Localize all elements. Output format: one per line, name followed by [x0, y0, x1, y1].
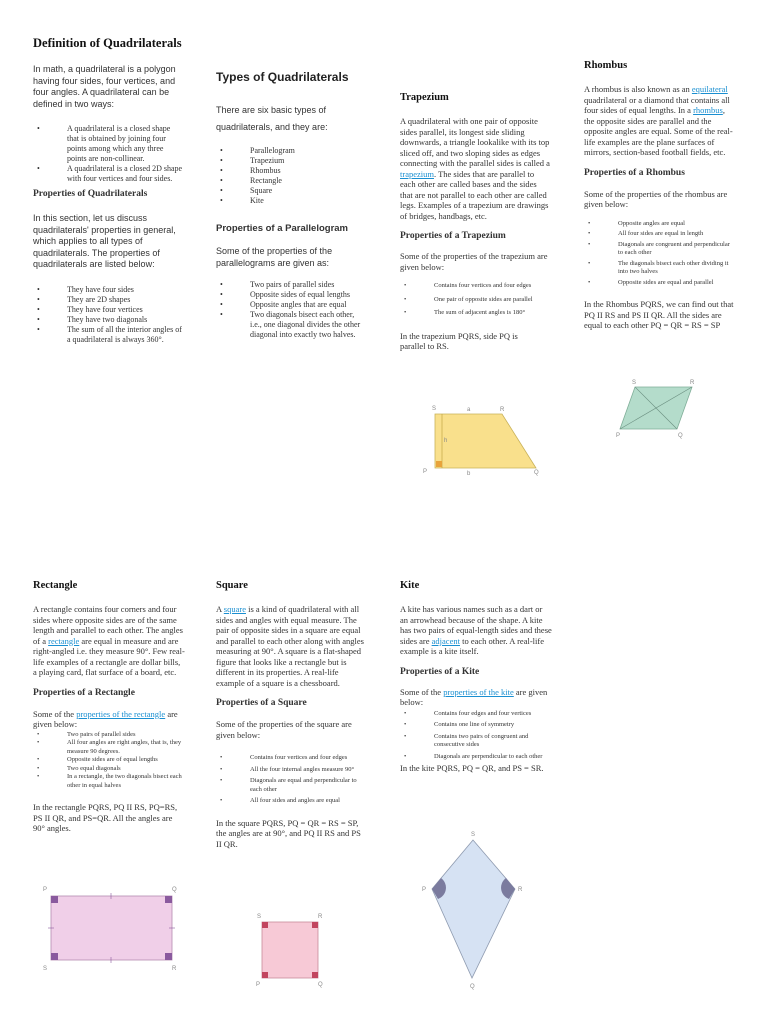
quadrilateral-properties-intro: In this section, let us discuss quadrilaterals' properties in general, which applies to all types of quadrilaterals. The properties of quadrilaterals are listed below: [33, 213, 176, 269]
trapezium-properties-title: Properties of a Trapezium [400, 231, 506, 241]
rectangle-label-q: Q [172, 887, 177, 893]
list-item: • Contains two pairs of congruent and consecutive sides [400, 733, 552, 750]
trapezium-label-p: P [423, 469, 428, 475]
square-link[interactable]: square [223, 604, 246, 614]
list-item: • The sum of adjacent angles is 180° [400, 309, 550, 318]
rectangle-diagram [40, 883, 185, 973]
rectangle-properties-link[interactable]: properties of the rectangle [76, 708, 166, 719]
kite-properties-intro-text: are given below: [400, 686, 548, 707]
parallelogram-properties-intro: Some of the properties of the parallelograms are given as: [216, 246, 333, 268]
rectangle-title: Rectangle [33, 580, 78, 591]
list-item: • Opposite angles are equal [584, 220, 736, 229]
square-shape [262, 922, 318, 978]
trapezium-link[interactable]: trapezium [400, 168, 434, 179]
list-item: • Two pairs of parallel sides [216, 280, 366, 290]
quadrilateral-properties-list [33, 285, 183, 345]
list-item: • In a rectangle, the two diagonals bisect each other in equal halves [33, 773, 185, 790]
parallelogram-properties-list [216, 280, 366, 340]
square-description [216, 604, 368, 688]
kite-description [400, 604, 552, 657]
trapezium-description-text: A quadrilateral with one pair of opposite sides parallel, its longest side sliding downwards, a triangle lookalike with its top sliced off, and two sloping sides as edges connecting with the parallel sides is called a [400, 116, 550, 168]
list-item: • Opposite sides of equal lengths [216, 290, 366, 300]
rectangle-description-text: are equal in measure and are right-angled i.e. they measure 90°. Few real-life examples of a rectangle are dollar bills, a playing card, flat surface of a board, etc. [33, 635, 185, 677]
rhombus-properties-intro: Some of the properties of the rhombus are given below: [584, 188, 728, 209]
list-item: • They are 2D shapes [33, 295, 183, 305]
square-label-q: Q [318, 982, 323, 988]
trapezium-example: In the trapezium PQRS, side PQ is parallel to RS. [400, 330, 518, 351]
list-item: • They have four sides [33, 285, 183, 295]
trapezium-shape [435, 414, 536, 468]
rhombus-description-text: , the opposite sides are parallel and the opposite angles are equal. Some of the real-life examples are the plane surfaces of mirrors, section-based football fields, etc. [584, 105, 733, 157]
kite-label-q: Q [470, 984, 475, 990]
parallelogram-properties-title: Properties of a Parallelogram [216, 223, 348, 234]
rhombus-label-p: P [616, 433, 621, 439]
definition-way-1: • A quadrilateral is a closed shape that is obtained by joining four points among which any three points are non-collinear. [33, 124, 183, 164]
trapezium-label-r: R [500, 407, 505, 413]
rhombus-properties-title: Properties of a Rhombus [584, 167, 685, 178]
list-item: • They have four vertices [33, 305, 183, 315]
rhombus-description-text: A rhombus is also known as an [584, 84, 692, 94]
square-corner-q [312, 972, 318, 978]
rectangle-description-text: A rectangle contains four corners and four sides where opposite sides are of the same length and parallel to each other. The angles of a [33, 604, 183, 646]
rectangle-shape [51, 896, 172, 960]
rectangle-properties-title: Properties of a Rectangle [33, 687, 135, 698]
quadrilateral-properties-title: Properties of Quadrilaterals [33, 189, 148, 199]
kite-label-p: P [422, 887, 427, 893]
trapezium-diagram [420, 402, 545, 477]
kite-diagram [420, 828, 525, 993]
list-item: • Rectangle [216, 176, 366, 186]
kite-title: Kite [400, 580, 420, 591]
kite-label-s: S [471, 832, 476, 838]
list-item: • Opposite sides are of equal lengths [33, 756, 185, 765]
list-item: • The diagonals bisect each other dividing it into two halves [584, 260, 736, 277]
square-corner-s [262, 922, 268, 928]
trapezium-label-b: b [467, 471, 471, 477]
rectangle-properties-intro-text: are given below: [33, 708, 178, 729]
trapezium-title: Trapezium [400, 92, 449, 103]
rectangle-label-s: S [43, 966, 48, 972]
rectangle-properties-list [33, 731, 185, 791]
rectangle-corner-s [51, 953, 58, 960]
list-item: • Trapezium [216, 156, 366, 166]
rectangle-example: In the rectangle PQRS, PQ II RS, PQ=RS, PS II QR, and PS=QR. All the angles are 90° angles. [33, 802, 178, 833]
kite-properties-intro-text: Some of the [400, 686, 444, 697]
square-title: Square [216, 580, 248, 591]
trapezium-label-q: Q [534, 470, 539, 476]
square-properties-list [216, 754, 368, 806]
kite-description-text: to each other. A real-life example is a kite itself. [400, 635, 544, 656]
list-item: • Contains four vertices and four edges [400, 282, 550, 291]
types-section [216, 70, 366, 340]
trapezium-section [400, 92, 550, 352]
list-item: • Diagonals are equal and perpendicular to each other [216, 777, 368, 794]
rhombus-diagram [615, 378, 695, 440]
rhombus-label-r: R [690, 380, 695, 386]
types-intro: There are six basic types of quadrilaterals, and they are: [216, 105, 328, 132]
kite-label-r: R [518, 887, 523, 893]
list-item: • Two pairs of parallel sides [33, 731, 185, 740]
square-label-s: S [257, 914, 262, 920]
rhombus-properties-list [584, 220, 736, 288]
list-item: • The sum of all the interior angles of a quadrilateral is always 360°. [33, 325, 183, 345]
kite-example: In the kite PQRS, PQ = QR, and PS = SR. [400, 763, 544, 773]
definition-title: Definition of Quadrilaterals [33, 36, 182, 50]
rectangle-label-r: R [172, 966, 177, 972]
trapezium-label-h: h [444, 438, 448, 444]
rectangle-corner-p [51, 896, 58, 903]
rectangle-description [33, 604, 185, 678]
types-list [216, 146, 366, 206]
kite-properties-list [400, 710, 552, 762]
list-item: • Contains one line of symmetry [400, 721, 552, 730]
rectangle-properties-intro-text: Some of the [33, 708, 77, 719]
list-item: • One pair of opposite sides are parallel [400, 296, 550, 305]
square-example: In the square PQRS, PQ = QR = RS = SP, the angles are at 90°, and PQ II RS and PS II QR. [216, 817, 361, 849]
trapezium-right-angle [436, 461, 442, 467]
rhombus-example: In the Rhombus PQRS, we can find out that PQ II RS and PS II QR. All the sides are equal to each other PQ = QR = RS = SP [584, 299, 734, 330]
square-diagram [253, 910, 328, 988]
kite-description-text: A kite has various names such as a dart or an arrowhead because of the shape. A kite has two pairs of equal-length sides and these sides are [400, 604, 552, 646]
rhombus-section [584, 60, 736, 331]
definition-ways-list [33, 124, 183, 184]
rectangle-label-p: P [43, 887, 48, 893]
rhombus-description-text: quadrilateral or a diamond that contains all four sides of equal lengths. In a [584, 94, 730, 115]
rhombus-title: Rhombus [584, 60, 628, 71]
kite-section [400, 580, 552, 774]
kite-properties-link[interactable]: properties of the kite [443, 686, 514, 697]
trapezium-description-text: . The sides that are parallel to each other are called bases and the sides that are not parallel to each other are called legs. Examples of a trapezium are drawings of bridges, handbags, etc. [400, 168, 549, 221]
rhombus-label-s: S [632, 380, 637, 386]
list-item: • All the four internal angles measure 90° [216, 766, 368, 775]
kite-shape [432, 840, 515, 978]
list-item: • Two equal diagonals [33, 765, 185, 774]
list-item: • Contains four edges and four vertices [400, 710, 552, 719]
list-item: • Diagonals are perpendicular to each other [400, 753, 552, 762]
list-item: • Parallelogram [216, 146, 366, 156]
square-corner-r [312, 922, 318, 928]
definition-section [33, 36, 183, 345]
rhombus-description [584, 84, 736, 158]
trapezium-label-a: a [467, 407, 471, 413]
types-title: Types of Quadrilaterals [216, 70, 349, 84]
list-item: • Two diagonals bisect each other, i.e., one diagonal divides the other diagonal into exactly two halves. [216, 310, 366, 340]
rectangle-section [33, 580, 185, 834]
list-item: • All four angles are right angles, that is, they measure 90 degrees. [33, 739, 185, 756]
square-properties-intro: Some of the properties of the square are given below: [216, 719, 352, 740]
definition-way-2: • A quadrilateral is a closed 2D shape with four vertices and four sides. [33, 164, 183, 184]
kite-properties-title: Properties of a Kite [400, 666, 480, 677]
trapezium-label-s: S [432, 406, 437, 412]
rectangle-corner-q [165, 896, 172, 903]
list-item: • All four sides and angles are equal [216, 797, 368, 806]
square-label-r: R [318, 914, 323, 920]
list-item: • Opposite angles that are equal [216, 300, 366, 310]
list-item: • Square [216, 186, 366, 196]
square-description-text: is a kind of quadrilateral with all sides and angles with equal measure. The pair of opposite sides in a square are equal and parallel to each other along with angles measuring at 90°. A square is a flat-shaped figure that looks like a rectangle but is different in its properties. A real-life example of a square is a chessboard. [216, 604, 364, 688]
list-item: • Diagonals are congruent and perpendicular to each other [584, 241, 736, 258]
rectangle-properties-intro [33, 709, 185, 730]
trapezium-description [400, 116, 550, 221]
rectangle-link[interactable]: rectangle [48, 635, 80, 646]
kite-properties-intro [400, 687, 552, 708]
square-section [216, 580, 368, 849]
list-item: • Kite [216, 196, 366, 206]
rhombus-label-q: Q [678, 433, 683, 439]
square-corner-p [262, 972, 268, 978]
rhombus-link[interactable]: rhombus [693, 105, 723, 115]
equilateral-link[interactable]: equilateral [691, 84, 728, 94]
list-item: • Rhombus [216, 166, 366, 176]
list-item: • Contains four vertices and four edges [216, 754, 368, 763]
definition-intro: In math, a quadrilateral is a polygon having four sides, four vertices, and four angles. A quadrilateral can be defined in two ways: [33, 64, 176, 109]
square-properties-title: Properties of a Square [216, 698, 307, 708]
square-description-text: A [216, 604, 224, 614]
list-item: • All four sides are equal in length [584, 230, 736, 239]
rectangle-corner-r [165, 953, 172, 960]
trapezium-properties-list [400, 282, 550, 318]
adjacent-link[interactable]: adjacent [431, 635, 460, 646]
list-item: • Opposite sides are equal and parallel [584, 279, 736, 288]
square-label-p: P [256, 982, 261, 988]
trapezium-properties-intro: Some of the properties of the trapezium are given below: [400, 251, 548, 272]
list-item: • They have two diagonals [33, 315, 183, 325]
